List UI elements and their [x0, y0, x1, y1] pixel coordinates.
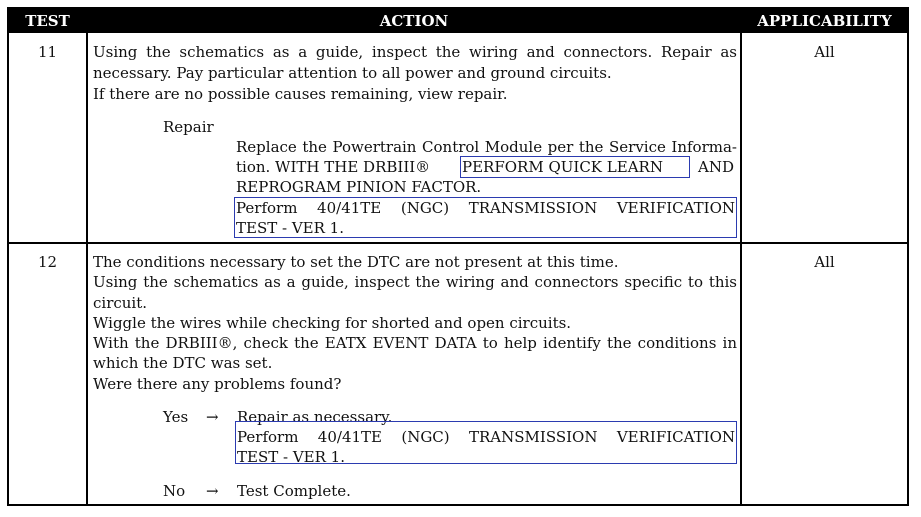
- test-number: 12: [37, 253, 58, 271]
- verification-test-link[interactable]: Perform 40/41TE (NGC) TRANSMISSION VERIFICATION: [237, 428, 735, 446]
- action-text: Were there any problems found?: [93, 375, 342, 393]
- row-divider: [9, 242, 907, 244]
- verification-test-link[interactable]: TEST - VER 1.: [236, 219, 344, 237]
- arrow-icon: →: [206, 482, 219, 500]
- verification-test-link-box: [234, 197, 737, 238]
- arrow-icon: →: [206, 408, 219, 426]
- repair-text: AND: [698, 158, 734, 176]
- repair-text: Replace the Powertrain Control Module per the Service Informa-: [236, 138, 737, 156]
- yes-label: Yes: [163, 408, 189, 426]
- repair-text: tion. WITH THE DRBIII®: [236, 158, 431, 176]
- action-text: Using the schematics as a guide, inspect the wiring and connectors specific to this: [93, 273, 737, 291]
- repair-text: REPROGRAM PINION FACTOR.: [236, 178, 482, 196]
- quick-learn-link-box: [460, 156, 690, 178]
- procedure-table: [7, 7, 909, 506]
- header-applicability: APPLICABILITY: [757, 12, 892, 30]
- action-text: The conditions necessary to set the DTC are not present at this time.: [93, 253, 619, 271]
- action-text: circuit.: [93, 294, 148, 312]
- header-action: ACTION: [379, 12, 449, 30]
- column-divider: [86, 9, 88, 504]
- action-text: Using the schematics as a guide, inspect the wiring and connectors. Repair as: [93, 43, 737, 61]
- applicability-value: All: [814, 43, 835, 61]
- action-text: which the DTC was set.: [93, 354, 273, 372]
- action-text: necessary. Pay particular attention to all power and ground circuits.: [93, 64, 612, 82]
- verification-test-link[interactable]: Perform 40/41TE (NGC) TRANSMISSION VERIFICATION: [236, 199, 735, 217]
- header-test: TEST: [25, 12, 70, 30]
- no-action-text: Test Complete.: [237, 482, 351, 500]
- applicability-value: All: [814, 253, 835, 271]
- action-text: Wiggle the wires while checking for shorted and open circuits.: [93, 314, 572, 332]
- table-header: [9, 9, 907, 33]
- yes-action-text: Repair as necessary.: [237, 408, 393, 426]
- test-number: 11: [37, 43, 58, 61]
- repair-label: Repair: [163, 118, 214, 136]
- quick-learn-link[interactable]: PERFORM QUICK LEARN: [462, 158, 663, 176]
- verification-test-link-box: [235, 421, 737, 464]
- action-text: If there are no possible causes remaining, view repair.: [93, 85, 508, 103]
- no-label: No: [163, 482, 186, 500]
- verification-test-link[interactable]: TEST - VER 1.: [237, 448, 345, 466]
- action-text: With the DRBIII®, check the EATX EVENT DATA to help identify the conditions in: [93, 334, 737, 352]
